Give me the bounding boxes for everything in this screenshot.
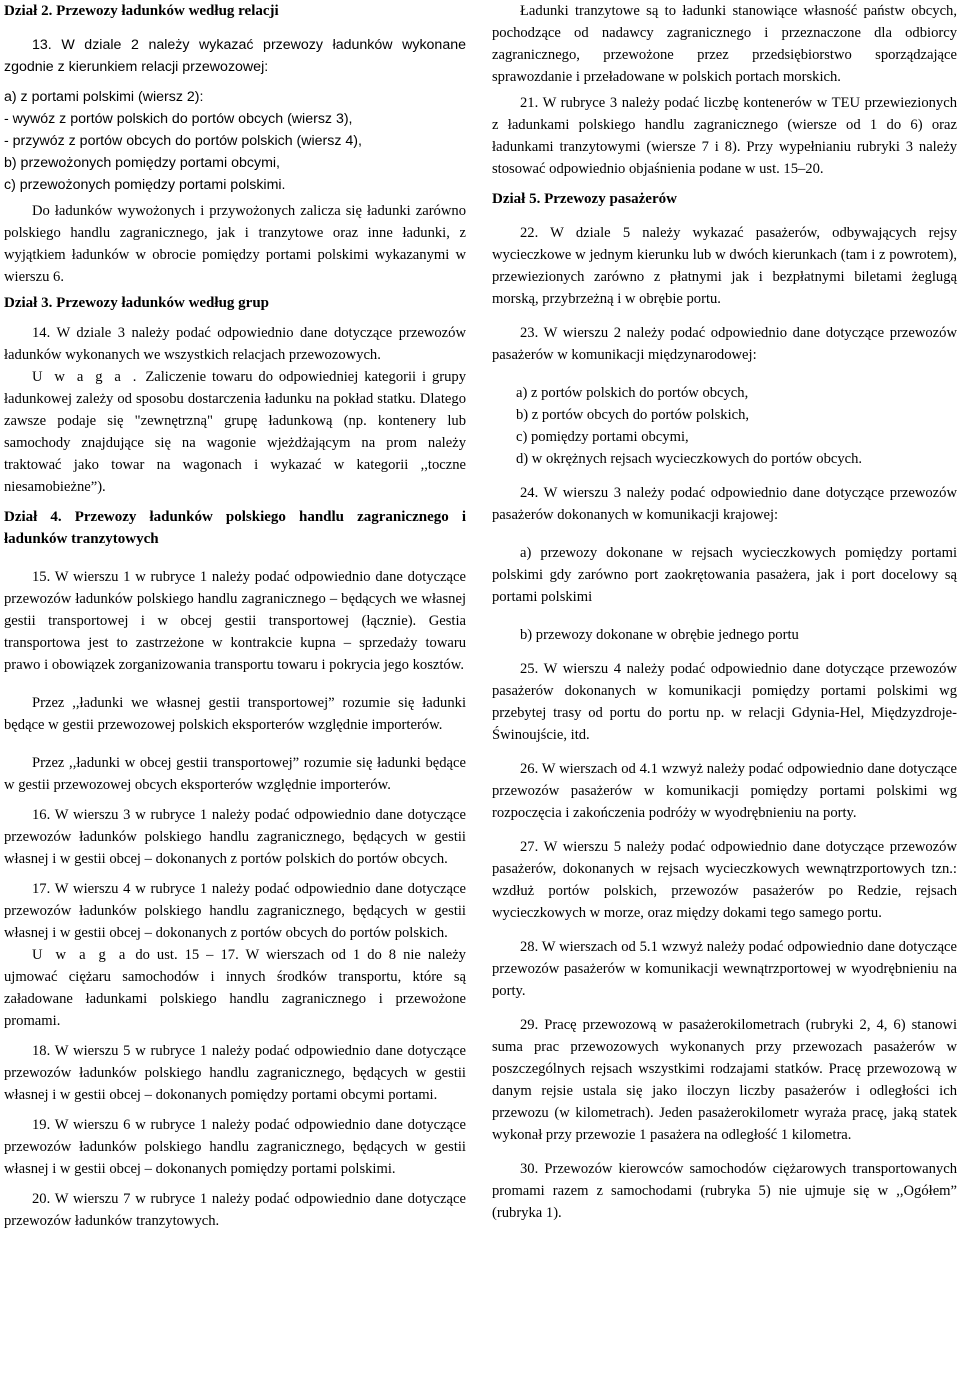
paragraph-text: W wierszu 5 należy podać odpowiednio dane dotyczące przewozów pasażerów, dokonanych w rejsach wycieczkowych wewnątrzportowych tzn.: wzdłuż portów polskich, przewozów pasażerów po Redzie, rejsach wycieczkowych w morze, oraz między dokami tego samego portu.	[492, 839, 957, 921]
relations-list	[4, 86, 466, 196]
paragraph-19	[4, 1114, 466, 1180]
paragraph-29	[492, 1014, 957, 1146]
paragraph-number: 18.	[32, 1043, 51, 1059]
paragraph-text: W wierszu 7 w rubryce 1 należy podać odpowiednio dane dotyczące przewozów ładunków tranzytowych.	[4, 1191, 466, 1229]
list-item: c) pomiędzy portami obcymi,	[516, 429, 689, 445]
paragraph-text: W wierszu 3 w rubryce 1 należy podać odpowiednio dane dotyczące przewozów ładunków polskiego handlu zagranicznego, będących w gestii własnej i w gestii obcej – dokonanych z portów polskich do portów obcych.	[4, 807, 466, 867]
note-text: Zaliczenie towaru do odpowiedniej kategorii i grupy ładunkowej zależy od sposobu dostarczenia ładunku na pokład statku. Dlatego zawsze podaje się "zewnętrzną" grupę ładunkową (np. kontenery lub samochody znajdujące się na wagonie wjeżdżającym na prom należy traktować jako towar na wagonach i wykazać w kategorii ,,toczne niesamobieżne”).	[4, 369, 466, 495]
paragraph-13	[4, 34, 466, 78]
paragraph-28	[492, 936, 957, 1002]
paragraph-text: W dziale 5 należy wykazać pasażerów, odbywających rejsy wycieczkowe w jednym kierunku lub w dwóch kierunkach (tam i z powrotem), przewiezionych zarówno z płatnymi jak i bezpłatnymi biletami żeglugą morską, przybrzeżną i w obrębie portu.	[492, 225, 957, 307]
paragraph-przez-2: Przez ,,ładunki w obcej gestii transportowej” rozumie się ładunki będące w gestii przewozowej obcych eksporterów względnie importerów.	[4, 755, 466, 793]
paragraph-27	[492, 836, 957, 924]
paragraph-text: Pracę przewozową w pasażerokilometrach (rubryki 2, 4, 6) stanowi suma prac przewozowych wykonanych przy przewozach pasażerów w poszczególnych rejsach wszystkimi rodzajami statków. Pracę przewozową w danym rejsie ustala się jako iloczyn liczby pasażerów i odległości ich przewozu (w kilometrach). Jeden pasażerokilometr wyraża pracę, jaką statek wykonał przy przewozie 1 pasażera na odległość 1 kilometra.	[492, 1017, 957, 1143]
paragraph-number: 23.	[520, 325, 539, 341]
paragraph-text: W wierszu 5 w rubryce 1 należy podać odpowiednio dane dotyczące przewozów ładunków polskiego handlu zagranicznego, będących w gestii własnej i w gestii obcej – dokonanych pomiędzy portami obcymi portami.	[4, 1043, 466, 1103]
paragraph-30	[492, 1158, 957, 1224]
paragraph-number: 17.	[32, 881, 51, 897]
paragraph-do-ladunkow: Do ładunków wywożonych i przywożonych zalicza się ładunki zarówno polskiego handlu zagranicznego, jak i tranzytowe oraz inne ładunki, z wyjątkiem ładunków w obrocie pomiędzy portami polskimi wykazanymi w wierszu 6.	[4, 203, 466, 285]
paragraph-text: W wierszu 1 w rubryce 1 należy podać odpowiednio dane dotyczące przewozów ładunków polskiego handlu zagranicznego – będących we własnej gestii transportowej i w obcej gestii transportowej (łącznie). Gestia transportowa jest to zastrzeżone w kontrakcie kupna – sprzedaży towaru prawo i obowiązek zorganizowania transportu towaru i pokrycia jego kosztów.	[4, 569, 466, 673]
note-label: U w a g a .	[32, 369, 140, 385]
list-item: - wywóz z portów polskich do portów obcych (wiersz 3),	[4, 111, 353, 127]
paragraph-text: W wierszu 4 należy podać odpowiednio dane dotyczące przewozów pasażerów dokonanych w komunikacji pomiędzy portami polskimi wg przebytej trasy od portu do portu np. w relacji Gdynia-Hel, Międzyzdroje-Świnoujście, itd.	[492, 661, 957, 743]
paragraph-number: 27.	[520, 839, 539, 855]
paragraph-number: 14.	[32, 325, 51, 341]
paragraph-ladunki-tranzytowe: Ładunki tranzytowe są to ładunki stanowiące własność państw obcych, pochodzące od nadawcy zagranicznego i przeznaczone dla odbiorcy zagranicznego, przewożone przez przedsiębiorstwo sporządzające sprawozdanie i przeładowane w polskich portach morskich.	[492, 3, 957, 85]
paragraph-text: W dziale 2 należy wykazać przewozy ładunków wykonane zgodnie z kierunkiem relacji przewozowej:	[4, 37, 466, 75]
paragraph-15	[4, 566, 466, 676]
paragraph-number: 25.	[520, 661, 539, 677]
section-heading-dzial-3: Dział 3. Przewozy ładunków według grup	[4, 295, 270, 311]
list-item: a) z portów polskich do portów obcych,	[516, 385, 749, 401]
list-item: b) przewozy dokonane w obrębie jednego portu	[520, 627, 799, 643]
paragraph-number: 21.	[520, 95, 539, 111]
paragraph-number: 16.	[32, 807, 51, 823]
section-heading-dzial-2: Dział 2. Przewozy ładunków według relacji	[4, 3, 279, 19]
left-column	[4, 0, 466, 1232]
list-item: d) w okrężnych rejsach wycieczkowych do portów obcych.	[516, 451, 863, 467]
paragraph-24	[492, 482, 957, 526]
paragraph-number: 28.	[520, 939, 539, 955]
note-text: do ust. 15 – 17. W wierszach od 1 do 8 nie należy ujmować ciężaru samochodów i innych środków transportu, które są załadowane ładunkami polskiego handlu zagranicznego i przewożone promami.	[4, 947, 466, 1029]
paragraph-18	[4, 1040, 466, 1106]
section-heading-dzial-5: Dział 5. Przewozy pasażerów	[492, 191, 677, 207]
paragraph-number: 13.	[32, 37, 52, 53]
right-column	[492, 0, 957, 1224]
paragraph-number: 24.	[520, 485, 539, 501]
paragraph-16	[4, 804, 466, 870]
paragraph-number: 30.	[520, 1161, 539, 1177]
section-heading-dzial-4: Dział 4. Przewozy ładunków polskiego handlu zagranicznego i ładunków tranzytowych	[4, 509, 466, 547]
paragraph-text: W wierszu 6 w rubryce 1 należy podać odpowiednio dane dotyczące przewozów ładunków polskiego handlu zagranicznego, będących w gestii własnej i w gestii obcej – dokonanych pomiędzy portami polskimi.	[4, 1117, 466, 1177]
paragraph-number: 15.	[32, 569, 51, 585]
paragraph-text: W wierszach od 4.1 wzwyż należy podać odpowiednio dane dotyczące przewozów pasażerów w komunikacji pomiędzy portami polskimi wg rozpoczęcia i zakończenia podróży w wyodrębnieniu na porty.	[492, 761, 957, 821]
paragraph-text: W wierszu 4 w rubryce 1 należy podać odpowiednio dane dotyczące przewozów ładunków polskiego handlu zagranicznego, będących w gestii własnej i w gestii obcej – dokonanych z portów obcych do portów polskich.	[4, 881, 466, 941]
paragraph-22	[492, 222, 957, 310]
paragraph-20	[4, 1188, 466, 1232]
paragraph-text: W wierszu 3 należy podać odpowiednio dane dotyczące przewozów pasażerów dokonanych w komunikacji krajowej:	[492, 485, 957, 523]
paragraph-25	[492, 658, 957, 746]
paragraph-number: 22.	[520, 225, 539, 241]
paragraph-21	[492, 92, 957, 180]
paragraph-uwaga-1	[4, 366, 466, 498]
list-item: b) przewożonych pomiędzy portami obcymi,	[4, 155, 280, 171]
paragraph-14	[4, 322, 466, 366]
list-item: a) z portami polskimi (wiersz 2):	[4, 89, 204, 105]
paragraph-text: W wierszach od 5.1 wzwyż należy podać odpowiednio dane dotyczące przewozów pasażerów w komunikacji wewnątrzportowej w wyodrębnieniu na porty.	[492, 939, 957, 999]
international-list	[492, 382, 957, 470]
paragraph-number: 20.	[32, 1191, 51, 1207]
paragraph-number: 19.	[32, 1117, 51, 1133]
paragraph-text: W wierszu 2 należy podać odpowiednio dane dotyczące przewozów pasażerów w komunikacji międzynarodowej:	[492, 325, 957, 363]
paragraph-przez-1: Przez ,,ładunki we własnej gestii transportowej” rozumie się ładunki będące w gestii przewozowej polskich eksporterów względnie importerów.	[4, 695, 466, 733]
paragraph-uwaga-2	[4, 944, 466, 1032]
paragraph-number: 29.	[520, 1017, 539, 1033]
paragraph-26	[492, 758, 957, 824]
paragraph-23	[492, 322, 957, 366]
list-item: a) przewozy dokonane w rejsach wycieczkowych pomiędzy portami polskimi gdy zarówno port zaokrętowania pasażera, jak i port docelowy są portami polskimi	[492, 545, 957, 605]
paragraph-text: W dziale 3 należy podać odpowiednio dane dotyczące przewozów ładunków wykonanych we wszystkich relacjach przewozowych.	[4, 325, 466, 363]
note-label: U w a g a	[32, 947, 129, 963]
list-item: c) przewożonych pomiędzy portami polskimi.	[4, 177, 286, 193]
paragraph-text: Przewozów kierowców samochodów ciężarowych transportowanych promami razem z samochodami (rubryka 5) nie ujmuje się w ,,Ogółem” (rubryka 1).	[492, 1161, 957, 1221]
list-item: - przywóz z portów obcych do portów polskich (wiersz 4),	[4, 133, 362, 149]
paragraph-number: 26.	[520, 761, 539, 777]
paragraph-17	[4, 878, 466, 944]
list-item: b) z portów obcych do portów polskich,	[516, 407, 750, 423]
paragraph-text: W rubryce 3 należy podać liczbę kontenerów w TEU przewiezionych z ładunkami polskiego handlu zagranicznego (wiersze od 1 do 6) oraz ładunkami tranzytowymi (wiersze 7 i 8). Przy wypełnianiu rubryki 3 należy stosować odpowiednio objaśnienia podane w ust. 15–20.	[492, 95, 957, 177]
